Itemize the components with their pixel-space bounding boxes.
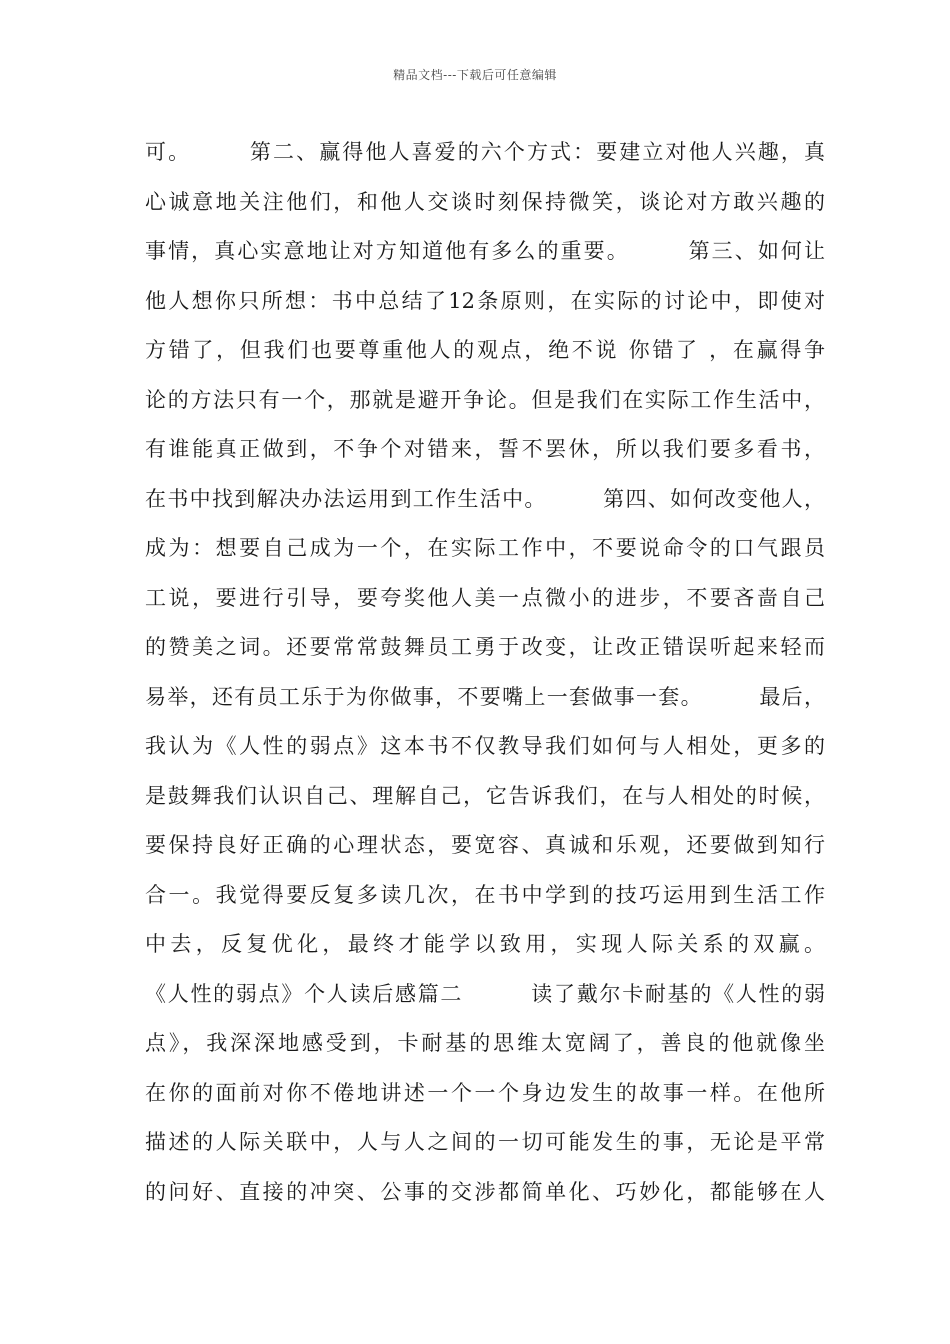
text-line: 有谁能真正做到，不争个对错来，誓不罢休，所以我们要多看书， [145, 437, 825, 461]
text-line: 可。 第二、赢得他人喜爱的六个方式：要建立对他人兴趣，真 [145, 140, 825, 164]
text-line: 合一。我觉得要反复多读几次，在书中学到的技巧运用到生活工作 [145, 882, 825, 907]
page-header: 精品文档---下载后可任意编辑 [393, 68, 557, 82]
text-line: 在书中找到解决办法运用到工作生活中。 第四、如何改变他人， [145, 486, 825, 511]
text-line: 点》，我深深地感受到，卡耐基的思维太宽阔了，善良的他就像坐 [145, 1031, 825, 1055]
body-text [145, 128, 825, 1217]
text-line: 在你的面前对你不倦地讲述一个一个身边发生的故事一样。在他所 [145, 1080, 825, 1105]
text-line: 要保持良好正确的心理状态，要宽容、真诚和乐观，还要做到知行 [145, 833, 825, 857]
text-line: 易举，还有员工乐于为你做事，不要嘴上一套做事一套。 最后， [145, 684, 825, 709]
text-line: 事情，真心实意地让对方知道他有多么的重要。 第三、如何让 [145, 239, 825, 263]
text-line: 的赞美之词。还要常常鼓舞员工勇于改变，让改正错误听起来轻而 [145, 635, 825, 659]
text-line: 的问好、直接的冲突、公事的交涉都简单化、巧妙化，都能够在人 [145, 1179, 825, 1204]
text-line: 是鼓舞我们认识自己、理解自己，它告诉我们，在与人相处的时候， [145, 783, 825, 808]
text-line: 《人性的弱点》个人读后感篇二 读了戴尔卡耐基的《人性的弱 [145, 981, 825, 1006]
text-line: 他人想你只所想：书中总结了12条原则，在实际的讨论中，即使对 [145, 288, 825, 313]
text-line: 我认为《人性的弱点》这本书不仅教导我们如何与人相处，更多的 [145, 734, 825, 758]
text-line: 论的方法只有一个，那就是避开争论。但是我们在实际工作生活中， [145, 387, 825, 412]
text-line: 成为：想要自己成为一个，在实际工作中，不要说命令的口气跟员 [145, 536, 825, 560]
text-line: 方错了，但我们也要尊重他人的观点，绝不说 你错了 ，在赢得争 [145, 338, 825, 362]
text-line: 工说，要进行引导，要夸奖他人美一点微小的进步，不要吝啬自己 [145, 585, 825, 610]
text-line: 中去，反复优化，最终才能学以致用，实现人际关系的双赢。 [145, 932, 825, 956]
text-line: 描述的人际关联中，人与人之间的一切可能发生的事，无论是平常 [145, 1130, 825, 1154]
text-line: 心诚意地关注他们，和他人交谈时刻保持微笑，谈论对方敢兴趣的 [145, 189, 825, 214]
